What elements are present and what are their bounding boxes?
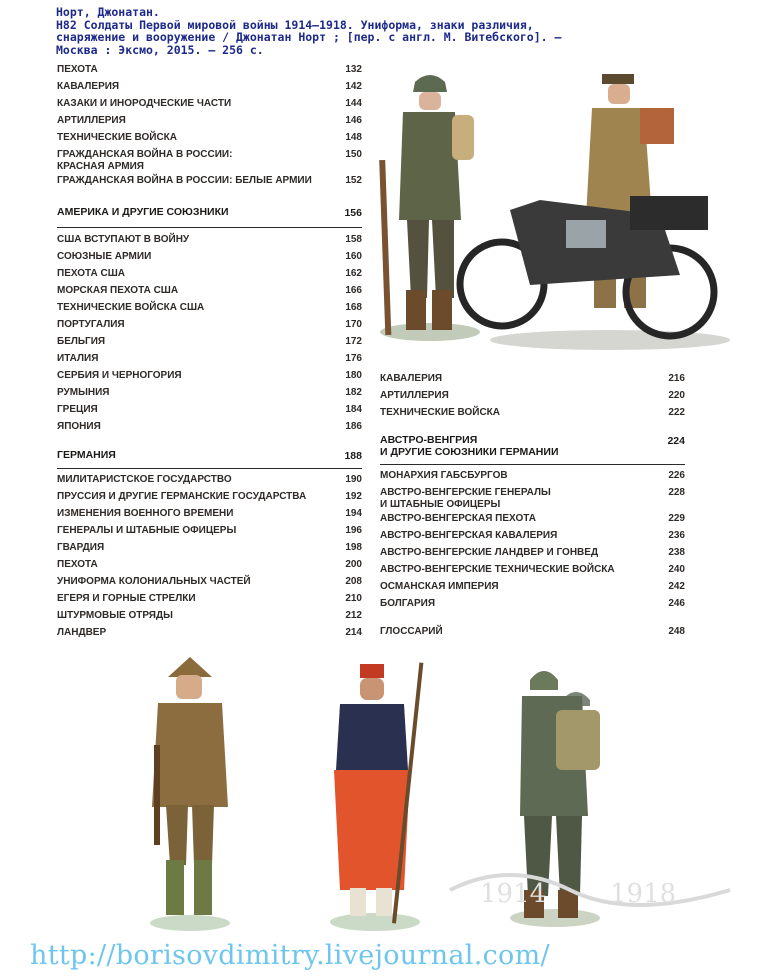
toc-entry-page: 180 (345, 370, 362, 381)
toc-entry[interactable] (380, 530, 685, 542)
toc-entry-label: ЯПОНИЯ (57, 421, 101, 432)
watermark-year-left: 1914 (480, 879, 547, 909)
section-divider (380, 464, 685, 465)
toc-entry[interactable] (57, 542, 362, 554)
toc-entry-label: ГРЕЦИЯ (57, 404, 98, 415)
toc-entry-label: ГЕНЕРАЛЫ И ШТАБНЫЕ ОФИЦЕРЫ (57, 525, 237, 536)
toc-section-heading[interactable] (380, 435, 685, 458)
toc-entry[interactable] (380, 487, 685, 510)
toc-entry-label: ИТАЛИЯ (57, 353, 99, 364)
toc-entry-label: АВСТРО-ВЕНГЕРСКАЯ КАВАЛЕРИЯ (380, 530, 558, 541)
toc-entry[interactable] (380, 547, 685, 559)
toc-entry[interactable] (57, 268, 362, 280)
footer-url[interactable]: http://borisovdimitry.livejournal.com/ (30, 940, 550, 971)
toc-entry-page: 240 (668, 564, 685, 575)
toc-entry[interactable] (57, 525, 362, 537)
toc-entry-label: ШТУРМОВЫЕ ОТРЯДЫ (57, 610, 173, 621)
toc-entry-page: 224 (667, 435, 685, 447)
toc-entry-label: КАВАЛЕРИЯ (57, 81, 120, 92)
toc-entry[interactable] (57, 491, 362, 503)
toc-entry-label: МОНАРХИЯ ГАБСБУРГОВ (380, 470, 508, 481)
toc-entry-page: 168 (345, 302, 362, 313)
toc-entry-label: РУМЫНИЯ (57, 387, 110, 398)
toc-entry-label: АРТИЛЛЕРИЯ (380, 390, 449, 401)
toc-entry[interactable] (57, 98, 362, 110)
toc-entry-page: 146 (345, 115, 362, 126)
toc-entry-page: 242 (668, 581, 685, 592)
toc-entry-page: 222 (668, 407, 685, 418)
toc-entry-label: АВСТРО-ВЕНГЕРСКАЯ ПЕХОТА (380, 513, 536, 524)
toc-entry-page: 186 (345, 421, 362, 432)
toc-entry-label: ПОРТУГАЛИЯ (57, 319, 125, 330)
toc-entry-page: 198 (345, 542, 362, 553)
toc-entry-label: СЕРБИЯ И ЧЕРНОГОРИЯ (57, 370, 182, 381)
toc-entry[interactable] (57, 81, 362, 93)
toc-entry-label: СОЮЗНЫЕ АРМИИ (57, 251, 152, 262)
toc-entry[interactable] (380, 407, 685, 419)
toc-entry-page: 162 (345, 268, 362, 279)
toc-entry-page: 148 (345, 132, 362, 143)
toc-entry-label: ГРАЖДАНСКАЯ ВОЙНА В РОССИИ: КРАСНАЯ АРМИЯ (57, 149, 233, 172)
toc-entry-page: 160 (345, 251, 362, 262)
toc-entry-page: 176 (345, 353, 362, 364)
toc-entry-page: 228 (668, 487, 685, 498)
toc-entry-label: АВСТРО-ВЕНГЕРСКИЕ ТЕХНИЧЕСКИЕ ВОЙСКА (380, 564, 615, 575)
toc-entry[interactable] (57, 576, 362, 588)
toc-entry-page: 172 (345, 336, 362, 347)
soldiers-motorcycle-illustration (370, 70, 740, 360)
toc-entry-page: 200 (345, 559, 362, 570)
toc-entry[interactable] (57, 115, 362, 127)
toc-entry[interactable] (57, 387, 362, 399)
toc-entry-page: 192 (345, 491, 362, 502)
toc-section-heading[interactable] (57, 207, 362, 219)
toc-entry-label: АРТИЛЛЕРИЯ (57, 115, 126, 126)
toc-entry-label: БОЛГАРИЯ (380, 598, 436, 609)
toc-entry[interactable] (380, 373, 685, 385)
toc-entry-label: ИЗМЕНЕНИЯ ВОЕННОГО ВРЕМЕНИ (57, 508, 234, 519)
toc-entry[interactable] (57, 302, 362, 314)
toc-entry[interactable] (57, 404, 362, 416)
toc-entry-label: МИЛИТАРИСТСКОЕ ГОСУДАРСТВО (57, 474, 232, 485)
header-line: снаряжение и вооружение / Джонатан Норт ; [пер. с англ. М. Витебского]. — (56, 30, 562, 45)
toc-entry-page: 246 (668, 598, 685, 609)
toc-entry-label: ГЕРМАНИЯ (57, 449, 116, 461)
toc-entry-page: 238 (668, 547, 685, 558)
toc-entry-page: 196 (345, 525, 362, 536)
toc-entry-label: ГРАЖДАНСКАЯ ВОЙНА В РОССИИ: БЕЛЫЕ АРМИИ (57, 175, 312, 186)
bibliographic-header (56, 6, 746, 56)
zouave-soldier-illustration (320, 660, 430, 935)
section-divider (57, 468, 362, 469)
toc-entry-label: КАВАЛЕРИЯ (380, 373, 443, 384)
toc-entry-page: 132 (345, 64, 362, 75)
toc-entry-label: ЕГЕРЯ И ГОРНЫЕ СТРЕЛКИ (57, 593, 196, 604)
american-soldier-illustration (140, 655, 240, 935)
toc-entry-page: 166 (345, 285, 362, 296)
toc-entry[interactable] (57, 175, 362, 187)
header-line: Норт, Джонатан. (56, 5, 160, 19)
toc-entry-page: 229 (668, 513, 685, 524)
header-line: Москва : Эксмо, 2015. — 256 с. (56, 42, 264, 57)
toc-entry[interactable] (57, 234, 362, 246)
toc-entry[interactable] (57, 559, 362, 571)
toc-entry-page: 194 (345, 508, 362, 519)
toc-entry-label: АВСТРО-ВЕНГЕРСКИЕ ЛАНДВЕР И ГОНВЕД (380, 547, 599, 558)
toc-entry[interactable] (380, 564, 685, 576)
toc-entry-label: ПЕХОТА США (57, 268, 126, 279)
toc-entry-page: 226 (668, 470, 685, 481)
toc-entry[interactable] (57, 421, 362, 433)
toc-entry[interactable] (57, 319, 362, 331)
toc-entry-label: ПЕХОТА (57, 559, 98, 570)
toc-entry-page: 216 (668, 373, 685, 384)
watermark-year-right: 1918 (610, 879, 677, 909)
toc-entry-page: 182 (345, 387, 362, 398)
toc-entry-page: 190 (345, 474, 362, 485)
toc-entry-label: ТЕХНИЧЕСКИЕ ВОЙСКА (57, 132, 177, 143)
toc-entry[interactable] (57, 336, 362, 348)
toc-entry[interactable] (380, 626, 685, 638)
toc-entry-page: 152 (345, 175, 362, 186)
toc-entry-label: ТЕХНИЧЕСКИЕ ВОЙСКА США (57, 302, 205, 313)
toc-entry[interactable] (57, 508, 362, 520)
toc-entry-page: 150 (345, 149, 362, 160)
toc-entry-label: США ВСТУПАЮТ В ВОЙНУ (57, 234, 190, 245)
toc-entry-page: 212 (345, 610, 362, 621)
toc-entry[interactable] (380, 581, 685, 593)
toc-entry[interactable] (57, 610, 362, 622)
toc-entry-label: КАЗАКИ И ИНОРОДЧЕСКИЕ ЧАСТИ (57, 98, 232, 109)
toc-entry-page: 156 (344, 207, 362, 219)
toc-entry-label: АМЕРИКА И ДРУГИЕ СОЮЗНИКИ (57, 206, 229, 218)
toc-entry[interactable] (57, 627, 362, 639)
toc-entry-label: БЕЛЬГИЯ (57, 336, 106, 347)
toc-entry-label: ПРУССИЯ И ДРУГИЕ ГЕРМАНСКИЕ ГОСУДАРСТВА (57, 491, 307, 502)
toc-entry-page: 214 (345, 627, 362, 638)
header-line: Н82 Солдаты Первой мировой войны 1914—1918. Униформа, знаки различия, (56, 17, 534, 32)
toc-entry-page: 188 (344, 450, 362, 462)
section-divider (57, 227, 362, 228)
toc-entry[interactable] (57, 251, 362, 263)
toc-entry[interactable] (57, 149, 362, 172)
toc-entry-page: 220 (668, 390, 685, 401)
watermark-emblem (440, 860, 740, 920)
toc-entry-page: 248 (668, 626, 685, 637)
toc-entry-page: 210 (345, 593, 362, 604)
toc-entry[interactable] (57, 370, 362, 382)
toc-entry-label: ГЛОССАРИЙ (380, 626, 443, 637)
toc-entry[interactable] (380, 470, 685, 482)
toc-entry-label: ЛАНДВЕР (57, 627, 107, 638)
toc-entry-label: УНИФОРМА КОЛОНИАЛЬНЫХ ЧАСТЕЙ (57, 576, 251, 587)
toc-entry-label: АВСТРО-ВЕНГРИЯ И ДРУГИЕ СОЮЗНИКИ ГЕРМАНИИ (380, 434, 559, 458)
toc-entry-label: АВСТРО-ВЕНГЕРСКИЕ ГЕНЕРАЛЫ И ШТАБНЫЕ ОФИЦЕРЫ (380, 487, 551, 510)
toc-entry[interactable] (57, 353, 362, 365)
toc-entry[interactable] (57, 285, 362, 297)
toc-entry-page: 144 (345, 98, 362, 109)
toc-entry[interactable] (57, 593, 362, 605)
toc-entry-page: 142 (345, 81, 362, 92)
toc-entry-label: МОРСКАЯ ПЕХОТА США (57, 285, 179, 296)
toc-entry-page: 158 (345, 234, 362, 245)
toc-entry[interactable] (380, 598, 685, 610)
motorcycle (460, 196, 714, 336)
toc-entry[interactable] (57, 474, 362, 486)
toc-entry-label: ТЕХНИЧЕСКИЕ ВОЙСКА (380, 407, 500, 418)
toc-entry[interactable] (380, 390, 685, 402)
toc-entry[interactable] (57, 64, 362, 76)
toc-entry-page: 236 (668, 530, 685, 541)
toc-entry[interactable] (57, 132, 362, 144)
toc-entry-label: ОСМАНСКАЯ ИМПЕРИЯ (380, 581, 499, 592)
toc-entry-label: ГВАРДИЯ (57, 542, 105, 553)
toc-entry-page: 184 (345, 404, 362, 415)
toc-entry-page: 170 (345, 319, 362, 330)
toc-entry[interactable] (380, 513, 685, 525)
toc-section-heading[interactable] (57, 450, 362, 462)
toc-entry-label: ПЕХОТА (57, 64, 98, 75)
toc-entry-page: 208 (345, 576, 362, 587)
